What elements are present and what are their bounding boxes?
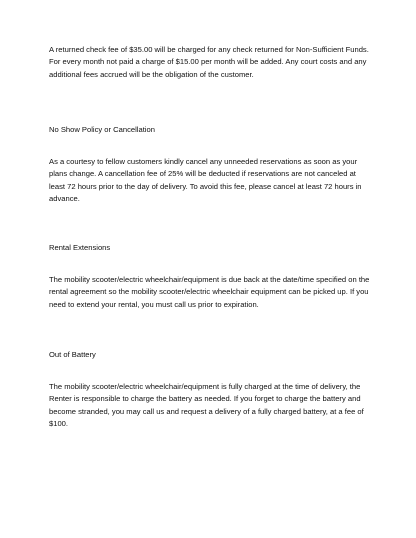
no-show-policy-heading: No Show Policy or Cancellation xyxy=(49,125,155,134)
cancellation-policy-paragraph: As a courtesy to fellow customers kindly cancel any unneeded reservations as soon as your plans change. A cancellation fee of 25% will be deducted if reservations are not canceled at least 72 hours prior to the day of delivery. To avoid this fee, please cancel at least 72 hours in advance. xyxy=(49,157,362,203)
rental-extensions-heading: Rental Extensions xyxy=(49,243,111,252)
returned-check-fee-paragraph: A returned check fee of $35.00 will be charged for any check returned for Non-Sufficient Funds. For every month not paid a charge of $15.00 per month will be added. Any court costs and any additional fees accrued will be the obligation of the customer. xyxy=(49,45,369,79)
rental-extensions-paragraph: The mobility scooter/electric wheelchair/equipment is due back at the date/time specified on the rental agreement so the mobility scooter/electric wheelchair equipment can be picked up. If you need to extend your rental, you must call us prior to expiration. xyxy=(49,275,370,309)
out-of-battery-paragraph: The mobility scooter/electric wheelchair/equipment is fully charged at the time of delivery, the Renter is responsible to charge the battery as needed. If you forget to charge the battery and become stranded, you may call us and request a delivery of a fully charged battery, at a fee of $100. xyxy=(49,382,364,428)
out-of-battery-heading: Out of Battery xyxy=(49,350,96,359)
